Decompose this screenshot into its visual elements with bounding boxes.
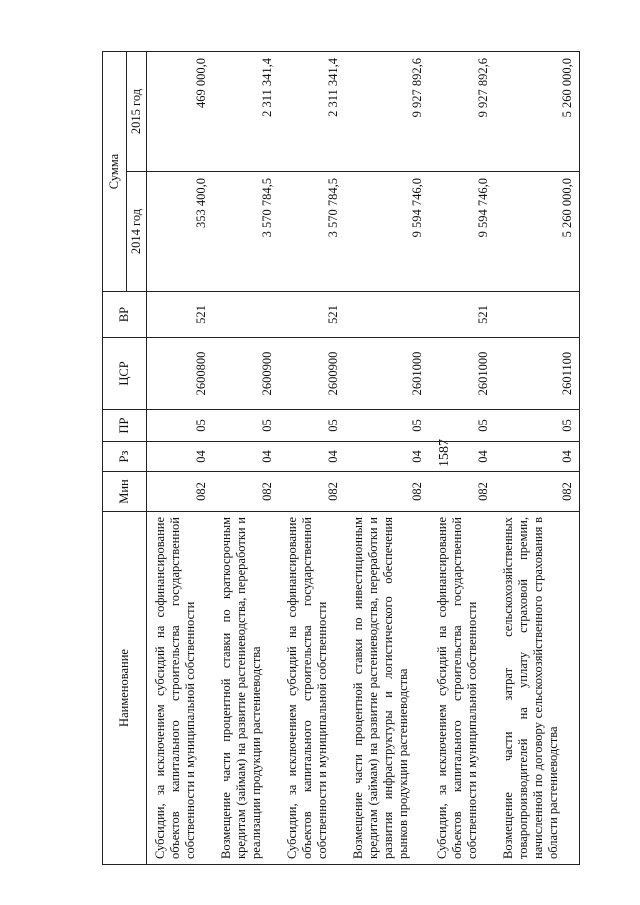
row-csr: 2601100 — [495, 338, 580, 410]
row-vr — [213, 292, 279, 338]
row-csr: 2600900 — [213, 338, 279, 410]
row-rz: 04 — [279, 442, 345, 472]
row-pr: 05 — [495, 410, 580, 442]
row-vr: 521 — [147, 292, 214, 338]
row-vr: 521 — [279, 292, 345, 338]
header-2014: 2014 год — [127, 172, 147, 292]
row-csr: 2600800 — [147, 338, 214, 410]
row-min: 082 — [495, 472, 580, 512]
row-sum-2015: 469 000,0 — [147, 52, 214, 172]
row-name: Возмещение части процентной ставки по краткосрочным кредитам (займам) на развитие растениеводства, переработки и реализации продукции растениеводства — [213, 512, 279, 865]
table-row — [213, 52, 279, 865]
row-min: 082 — [147, 472, 214, 512]
header-sum: Сумма — [103, 52, 127, 292]
header-csr: ЦСР — [103, 338, 147, 410]
row-sum-2015: 5 260 000,0 — [495, 52, 580, 172]
row-vr: 521 — [429, 292, 495, 338]
row-rz: 04 — [147, 442, 214, 472]
row-min: 082 — [429, 472, 495, 512]
header-rz: Рз — [103, 442, 147, 472]
row-sum-2014: 9 594 746,0 — [429, 172, 495, 292]
table-row — [279, 52, 345, 865]
row-sum-2015: 9 927 892,6 — [345, 52, 429, 172]
row-rz: 04 — [429, 442, 495, 472]
row-sum-2015: 9 927 892,6 — [429, 52, 495, 172]
row-vr — [495, 292, 580, 338]
row-name: Субсидии, за исключением субсидий на софинансирование объектов капитального строительства государственной собственности и муниципальной собственности — [147, 512, 214, 865]
row-pr: 05 — [345, 410, 429, 442]
row-min: 082 — [279, 472, 345, 512]
row-name: Субсидии, за исключением субсидий на софинансирование объектов капитального строительства государственной собственности и муниципальной собственности — [279, 512, 345, 865]
budget-table — [102, 51, 580, 865]
row-csr: 2601000 — [345, 338, 429, 410]
row-csr: 2600900 — [279, 338, 345, 410]
row-rz: 04 — [495, 442, 580, 472]
table-row — [345, 52, 429, 865]
table-row — [147, 52, 214, 865]
row-name: Возмещение части затрат сельскохозяйственных товаропроизводителей на уплату страховой премии, начисленной по договору сельскохозяйственного страхования в области растениеводства — [495, 512, 580, 865]
header-2015: 2015 год — [127, 52, 147, 172]
row-sum-2014: 9 594 746,0 — [345, 172, 429, 292]
row-sum-2015: 2 311 341,4 — [279, 52, 345, 172]
row-sum-2014: 3 570 784,5 — [279, 172, 345, 292]
row-pr: 05 — [147, 410, 214, 442]
row-name: Субсидии, за исключением субсидий на софинансирование объектов капитального строительства государственной собственности и муниципальной собственности — [429, 512, 495, 865]
row-pr: 05 — [279, 410, 345, 442]
header-name: Наименование — [103, 512, 147, 865]
row-min: 082 — [345, 472, 429, 512]
table-body — [147, 52, 580, 865]
table-row — [495, 52, 580, 865]
row-rz: 04 — [213, 442, 279, 472]
page-number: 1587 — [437, 439, 452, 467]
row-pr: 05 — [429, 410, 495, 442]
header-min: Мин — [103, 472, 147, 512]
row-pr: 05 — [213, 410, 279, 442]
table-header — [103, 52, 147, 865]
row-rz: 04 — [345, 442, 429, 472]
header-vr: ВР — [103, 292, 147, 338]
row-min: 082 — [213, 472, 279, 512]
table-row — [429, 52, 495, 865]
row-sum-2015: 2 311 341,4 — [213, 52, 279, 172]
row-sum-2014: 353 400,0 — [147, 172, 214, 292]
row-csr: 2601000 — [429, 338, 495, 410]
row-name: Возмещение части процентной ставки по инвестиционным кредитам (займам) на развитие растениеводства, переработки и развития инфраструктуры и логистического обеспечения рынков продукции растениеводства — [345, 512, 429, 865]
header-pr: ПР — [103, 410, 147, 442]
rotated-page-content — [102, 52, 580, 865]
row-sum-2014: 3 570 784,5 — [213, 172, 279, 292]
row-sum-2014: 5 260 000,0 — [495, 172, 580, 292]
row-vr — [345, 292, 429, 338]
